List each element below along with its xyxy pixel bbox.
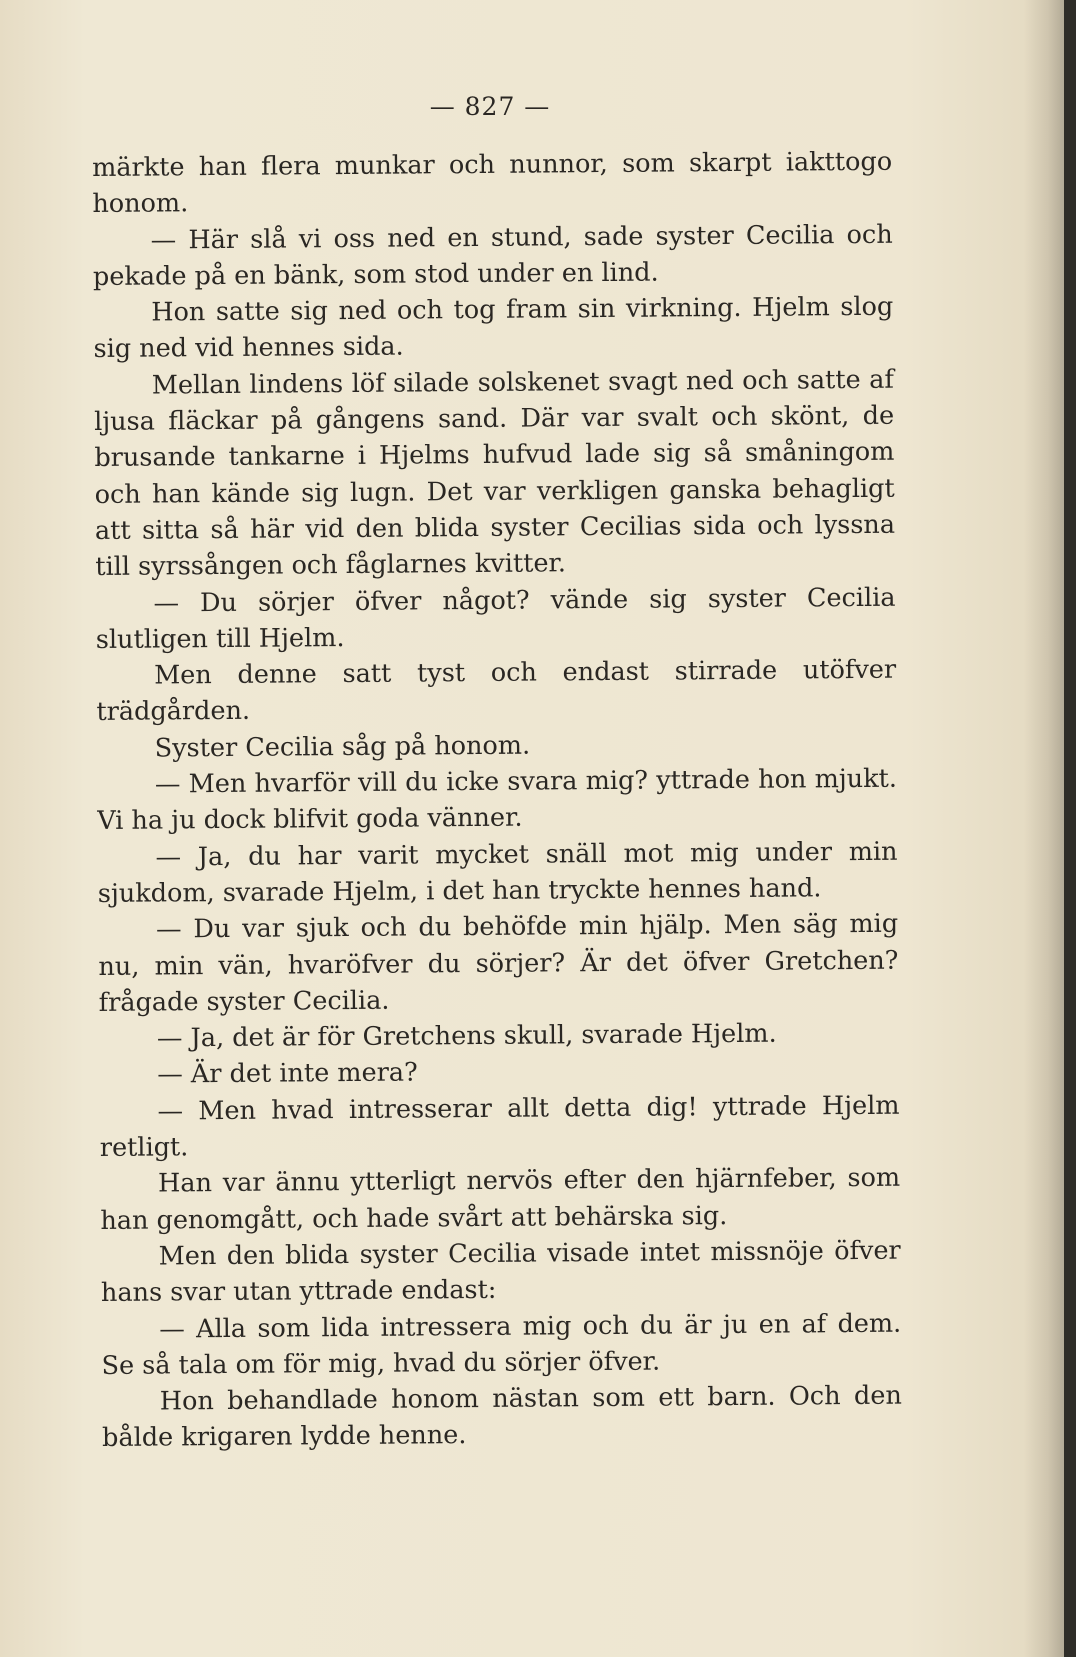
page-number: — 827 — (429, 92, 551, 121)
paragraph: Men denne satt tyst och endast stirrade utöfver trädgården. (96, 654, 897, 728)
paragraph: märkte han flera munkar och nunnor, som skarpt iakttogo honom. (92, 146, 893, 220)
paragraph: Hon behandlade honom nästan som ett barn. Och den bålde krigaren lydde henne. (102, 1380, 902, 1454)
paragraph: Men den blida syster Cecilia visade intet missnöje öfver hans svar utan yttrade endast: (100, 1235, 901, 1309)
body-text (92, 144, 902, 1457)
paragraph: — Men hvarför vill du icke svara mig? yttrade hon mjukt. Vi ha ju dock blifvit goda vänner. (97, 763, 898, 837)
paragraph: Mellan lindens löf silade solskenet svagt ned och satte af ljusa fläckar på gångens sand. Där var svalt och skönt, de brusande tankarne i Hjelms hufvud lade sig så småningom och han kände sig lugn. Det var verkligen ganska behagligt att sitta så här vid den blida syster Cecilias sida och lyssna till syrssången och fåglarnes kvitter. (94, 364, 896, 583)
paragraph: — Du sörjer öfver något? vände sig syster Cecilia slutligen till Hjelm. (95, 582, 896, 655)
paragraph: — Här slå vi oss ned en stund, sade syster Cecilia och pekade på en bänk, som stod under en lind. (92, 219, 893, 292)
paragraph: Han var ännu ytterligt nervös efter den hjärnfeber, som han genomgått, och hade svårt att behärska sig. (100, 1162, 901, 1236)
paragraph: — Är det inte mera? (157, 1057, 418, 1090)
spine-shadow (1024, 0, 1064, 1657)
paragraph: Syster Cecilia såg på honom. (154, 730, 531, 764)
paragraph: — Ja, du har varit mycket snäll mot mig under min sjukdom, svarade Hjelm, i det han tryckte hennes hand. (97, 836, 898, 909)
paragraph: — Men hvad intresserar allt detta dig! yttrade Hjelm retligt. (99, 1090, 900, 1163)
paragraph: — Alla som lida intressera mig och du är ju en af dem. Se så tala om för mig, hvad du sörjer öfver. (101, 1308, 902, 1381)
paragraph: — Ja, det är för Gretchens skull, svarade Hjelm. (156, 1018, 777, 1054)
paragraph: Hon satte sig ned och tog fram sin virkning. Hjelm slog sig ned vid hennes sida. (93, 291, 894, 365)
paragraph: — Du var sjuk och du behöfde min hjälp. Men säg mig nu, min vän, hvaröfver du sörjer? Är det öfver Gretchen? frågade syster Cecilia. (98, 908, 899, 1018)
